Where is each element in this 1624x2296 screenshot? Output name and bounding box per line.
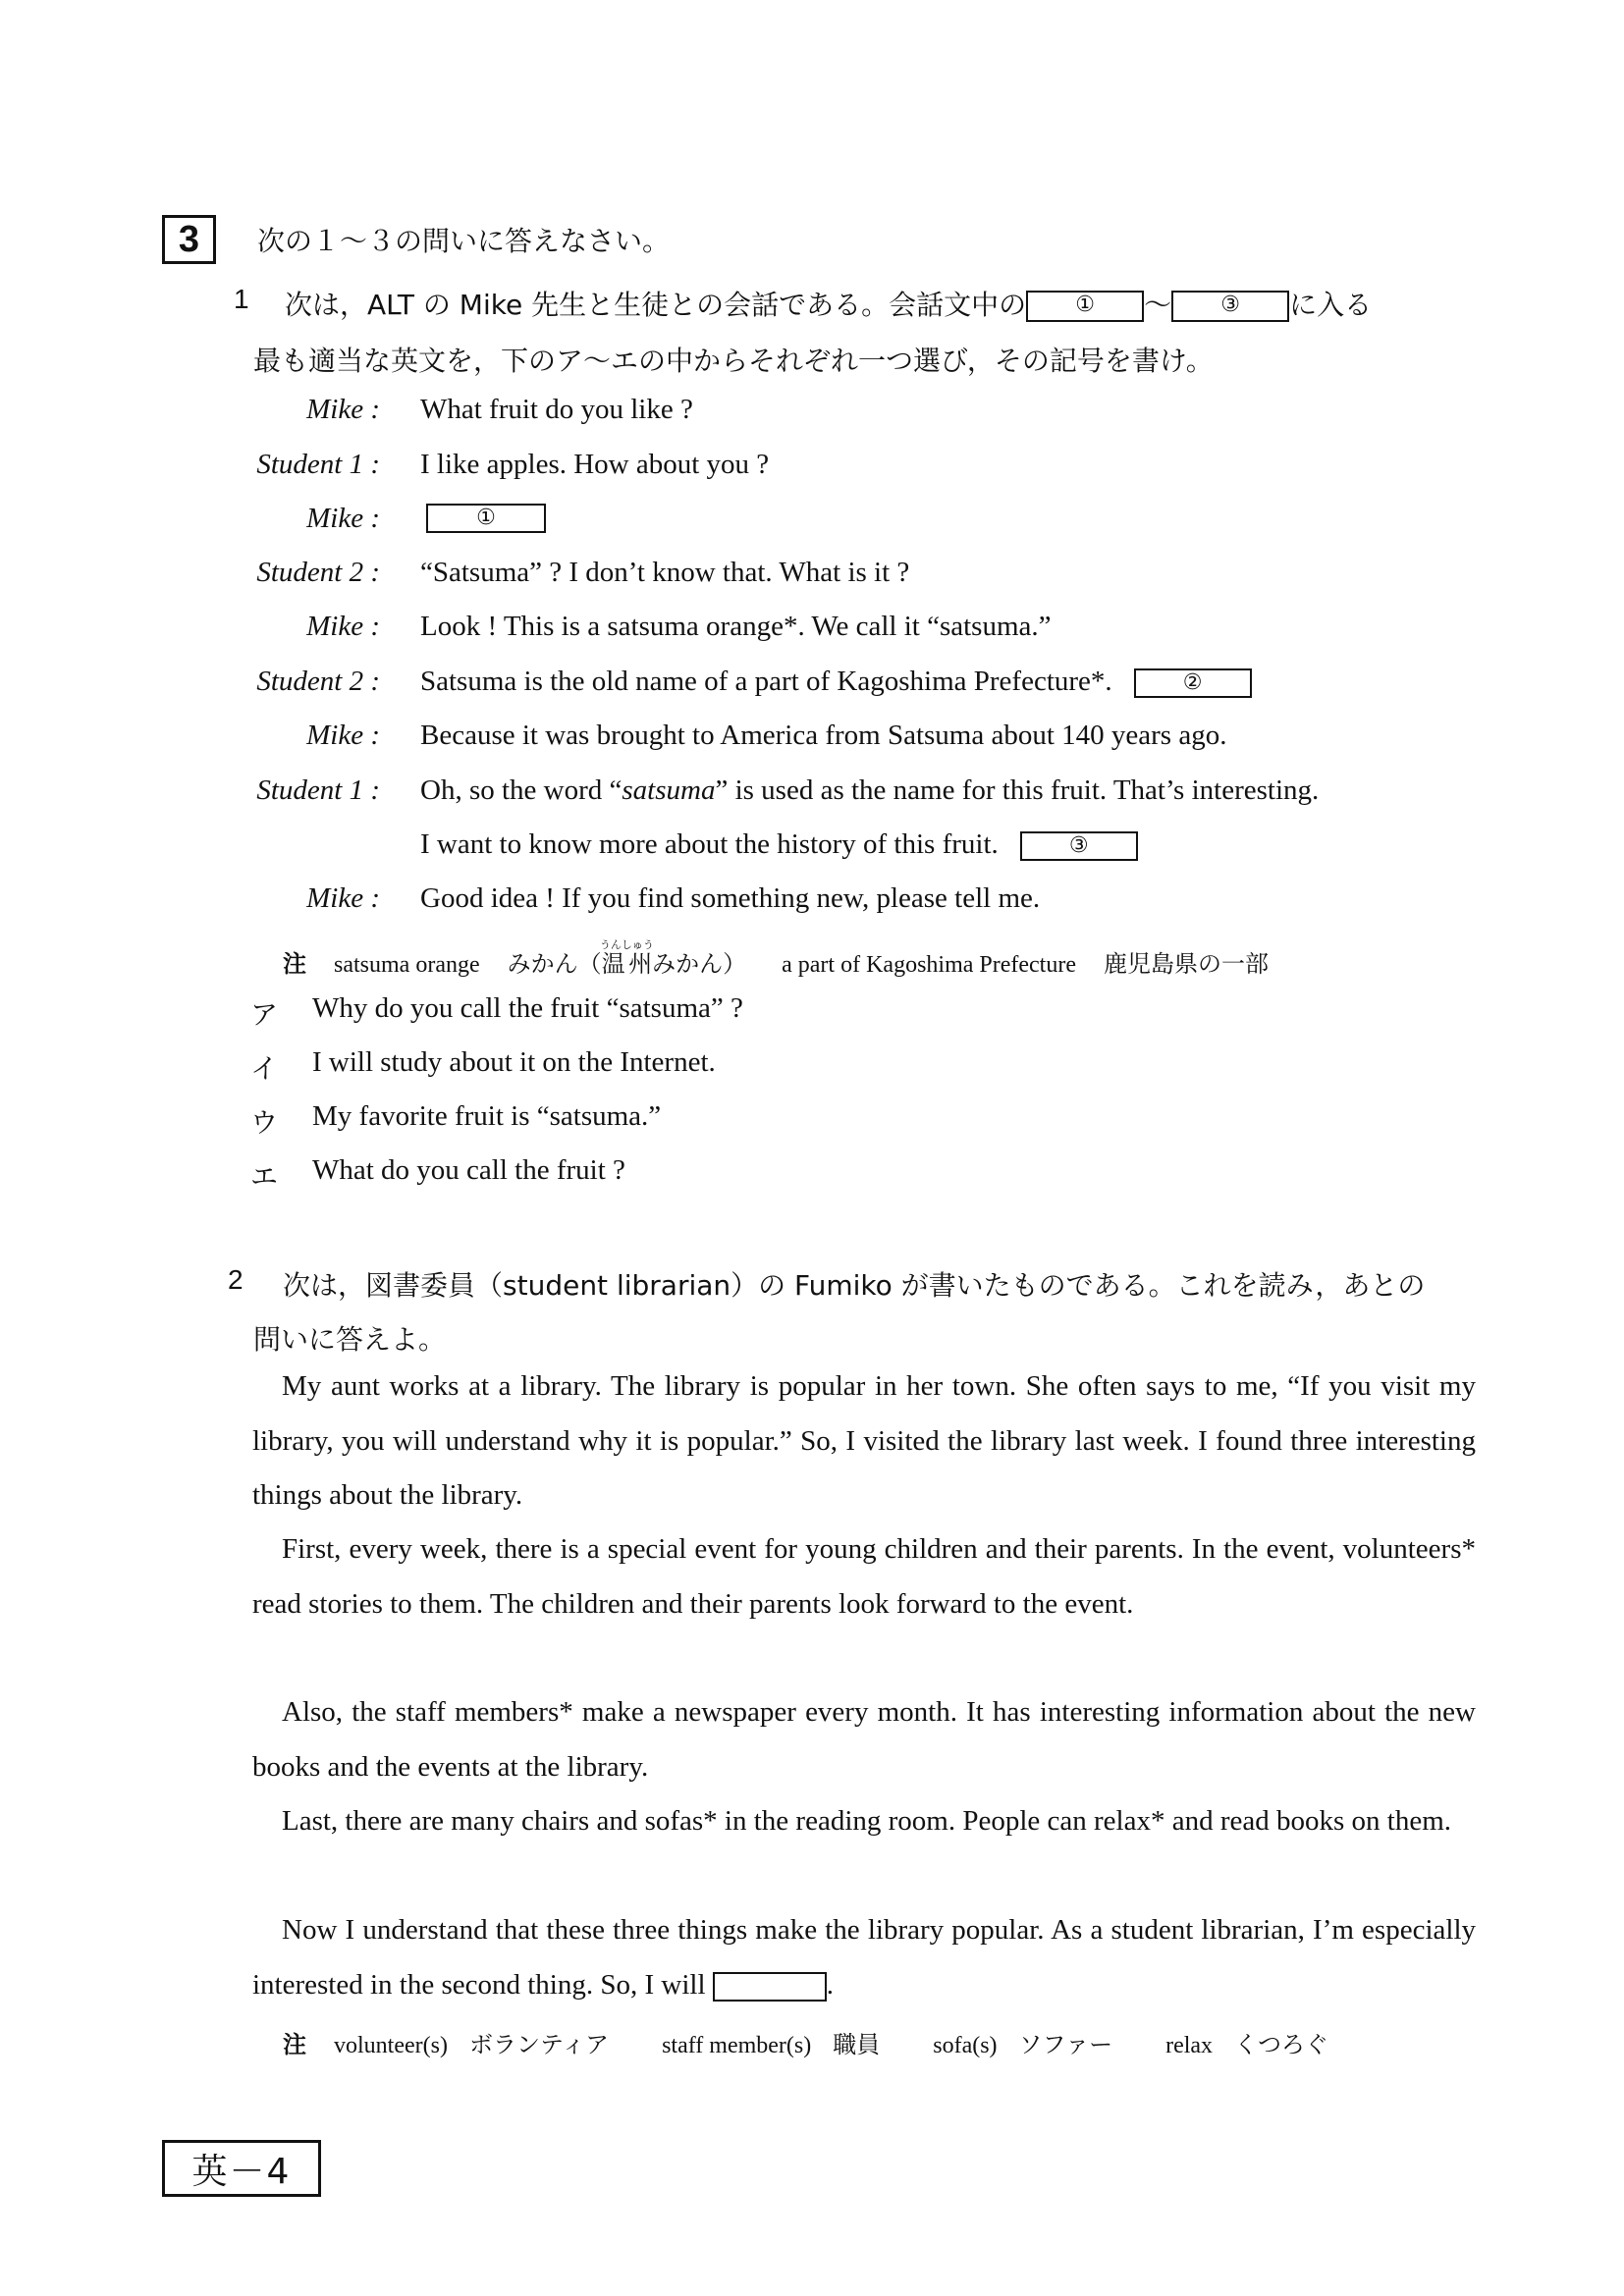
choice-text-e: What do you call the fruit ?	[312, 1154, 625, 1186]
note-term: volunteer(s)	[334, 2033, 448, 2058]
dialogue-text: ” is used as the name for this fruit. That’s interesting.	[715, 774, 1320, 806]
note-gloss	[507, 938, 747, 978]
q1-instruction-b: に入る	[1289, 289, 1373, 321]
dialogue-text: I want to know more about the history of this fruit.	[420, 828, 999, 860]
dialogue-line: Because it was brought to America from Satsuma about 140 years ago.	[420, 720, 1227, 751]
blank-1-ref: ①	[1026, 291, 1144, 322]
note-label: 注	[283, 950, 306, 978]
choice-label-u: ウ	[250, 1106, 279, 1139]
speaker-mike: Mike :	[306, 394, 380, 425]
q2-instruction-line1: 次は，図書委員（student librarian）の Fumiko が書いたものである。これを読み，あとの	[283, 1269, 1426, 1302]
q1-instruction-line2: 最も適当な英文を，下のア～エの中からそれぞれ一つ選び，その記号を書け。	[253, 345, 1214, 377]
speaker-mike: Mike :	[306, 503, 380, 534]
passage-text: Now I understand that these three things make the library popular. As a student librarian, I’m especially interested in the second thing. So, I will	[252, 1914, 1476, 2001]
answer-blank-3: ③	[1020, 831, 1138, 861]
answer-blank-2: ②	[1134, 668, 1252, 698]
q1-instruction-line1	[285, 284, 1372, 323]
q1-note	[283, 938, 1269, 979]
note-gloss: ボランティア	[468, 2031, 610, 2058]
passage-paragraph: First, every week, there is a special event for young children and their parents. In the event, volunteers* read stories to them. The children and their parents look forward to the event.	[252, 1533, 1476, 1620]
note-ruby	[599, 938, 654, 978]
passage-paragraph: My aunt works at a library. The library is popular in her town. She often says to me, “If you visit my library, you will understand why it is popular.” So, I visited the library last week. I found three interesting things about the library.	[252, 1370, 1476, 1511]
choice-text-a: Why do you call the fruit “satsuma” ?	[312, 992, 743, 1024]
answer-blank-1-label: ①	[426, 504, 546, 533]
note-term: a part of Kagoshima Prefecture	[782, 952, 1076, 978]
q2-instruction-line2: 問いに答えよ。	[253, 1323, 447, 1356]
note-term: staff member(s)	[662, 2033, 812, 2058]
q1-instruction-a: 次は，ALT の Mike 先生と生徒との会話である。会話文中の	[285, 289, 1027, 321]
dialogue-line	[420, 774, 1319, 807]
passage-paragraph: Last, there are many chairs and sofas* in the reading room. People can relax* and read books on them.	[282, 1805, 1452, 1837]
speaker-mike: Mike :	[306, 882, 380, 914]
section-number: 3	[178, 218, 200, 260]
section-instruction: 次の１～３の問いに答えなさい。	[257, 225, 671, 257]
dialogue-line: “Satsuma” ? I don’t know that. What is it ?	[420, 557, 910, 588]
dialogue-text: Satsuma is the old name of a part of Kagoshima Prefecture*.	[420, 666, 1112, 697]
note-term: sofa(s)	[933, 2033, 998, 2058]
section-number-box	[162, 215, 216, 264]
choice-label-e: エ	[250, 1160, 279, 1193]
choice-label-a: ア	[250, 998, 279, 1031]
note-label: 注	[283, 2031, 306, 2058]
dialogue-line: Good idea ! If you find something new, please tell me.	[420, 882, 1041, 914]
passage-period: .	[826, 1968, 835, 2001]
choice-text-i: I will study about it on the Internet.	[312, 1046, 716, 1078]
page-label-box	[162, 2140, 321, 2197]
speaker-mike: Mike :	[306, 720, 380, 751]
dialogue-line: Look ! This is a satsuma orange*. We call it “satsuma.”	[420, 611, 1052, 642]
note-gloss-text: みかん（	[507, 950, 602, 978]
dialogue-italic-word: satsuma	[622, 774, 716, 806]
note-gloss: 鹿児島県の一部	[1104, 950, 1269, 978]
dialogue-text: Oh, so the word “	[420, 774, 623, 806]
note-kanji: 温州	[599, 950, 654, 978]
note-term: relax	[1165, 2033, 1214, 2058]
q2-number: 2	[228, 1264, 244, 1295]
speaker-student-2: Student 2 :	[256, 557, 380, 588]
blank-3-ref: ③	[1171, 291, 1289, 322]
note-gloss: 職員	[833, 2031, 881, 2058]
choice-label-i: イ	[250, 1052, 279, 1085]
answer-blank-passage	[713, 1972, 827, 2002]
note-gloss-text: みかん）	[652, 950, 747, 978]
answer-blank-1	[426, 504, 546, 533]
passage-paragraph: Also, the staff members* make a newspaper every month. It has interesting information about the new books and the events at the library.	[252, 1696, 1476, 1783]
q1-number: 1	[234, 284, 249, 314]
speaker-mike: Mike :	[306, 611, 380, 642]
note-gloss: ソファー	[1018, 2031, 1113, 2058]
dialogue-line	[420, 666, 1252, 698]
q1-tilde: ～	[1144, 289, 1172, 321]
speaker-student-1: Student 1 :	[256, 449, 380, 480]
note-gloss: くつろぐ	[1234, 2031, 1329, 2058]
speaker-student-2: Student 2 :	[256, 666, 380, 697]
choice-text-u: My favorite fruit is “satsuma.”	[312, 1100, 662, 1132]
dialogue-line: What fruit do you like ?	[420, 394, 693, 425]
q2-note	[283, 2025, 1328, 2059]
page-label: 英－4	[191, 2151, 292, 2192]
speaker-student-1: Student 1 :	[256, 774, 380, 806]
passage-paragraph	[252, 1903, 1476, 2012]
dialogue-line	[420, 828, 1138, 861]
note-ruby-reading: うんしゅう	[599, 938, 654, 951]
dialogue-line: I like apples. How about you ?	[420, 449, 770, 480]
note-term: satsuma orange	[334, 952, 480, 978]
